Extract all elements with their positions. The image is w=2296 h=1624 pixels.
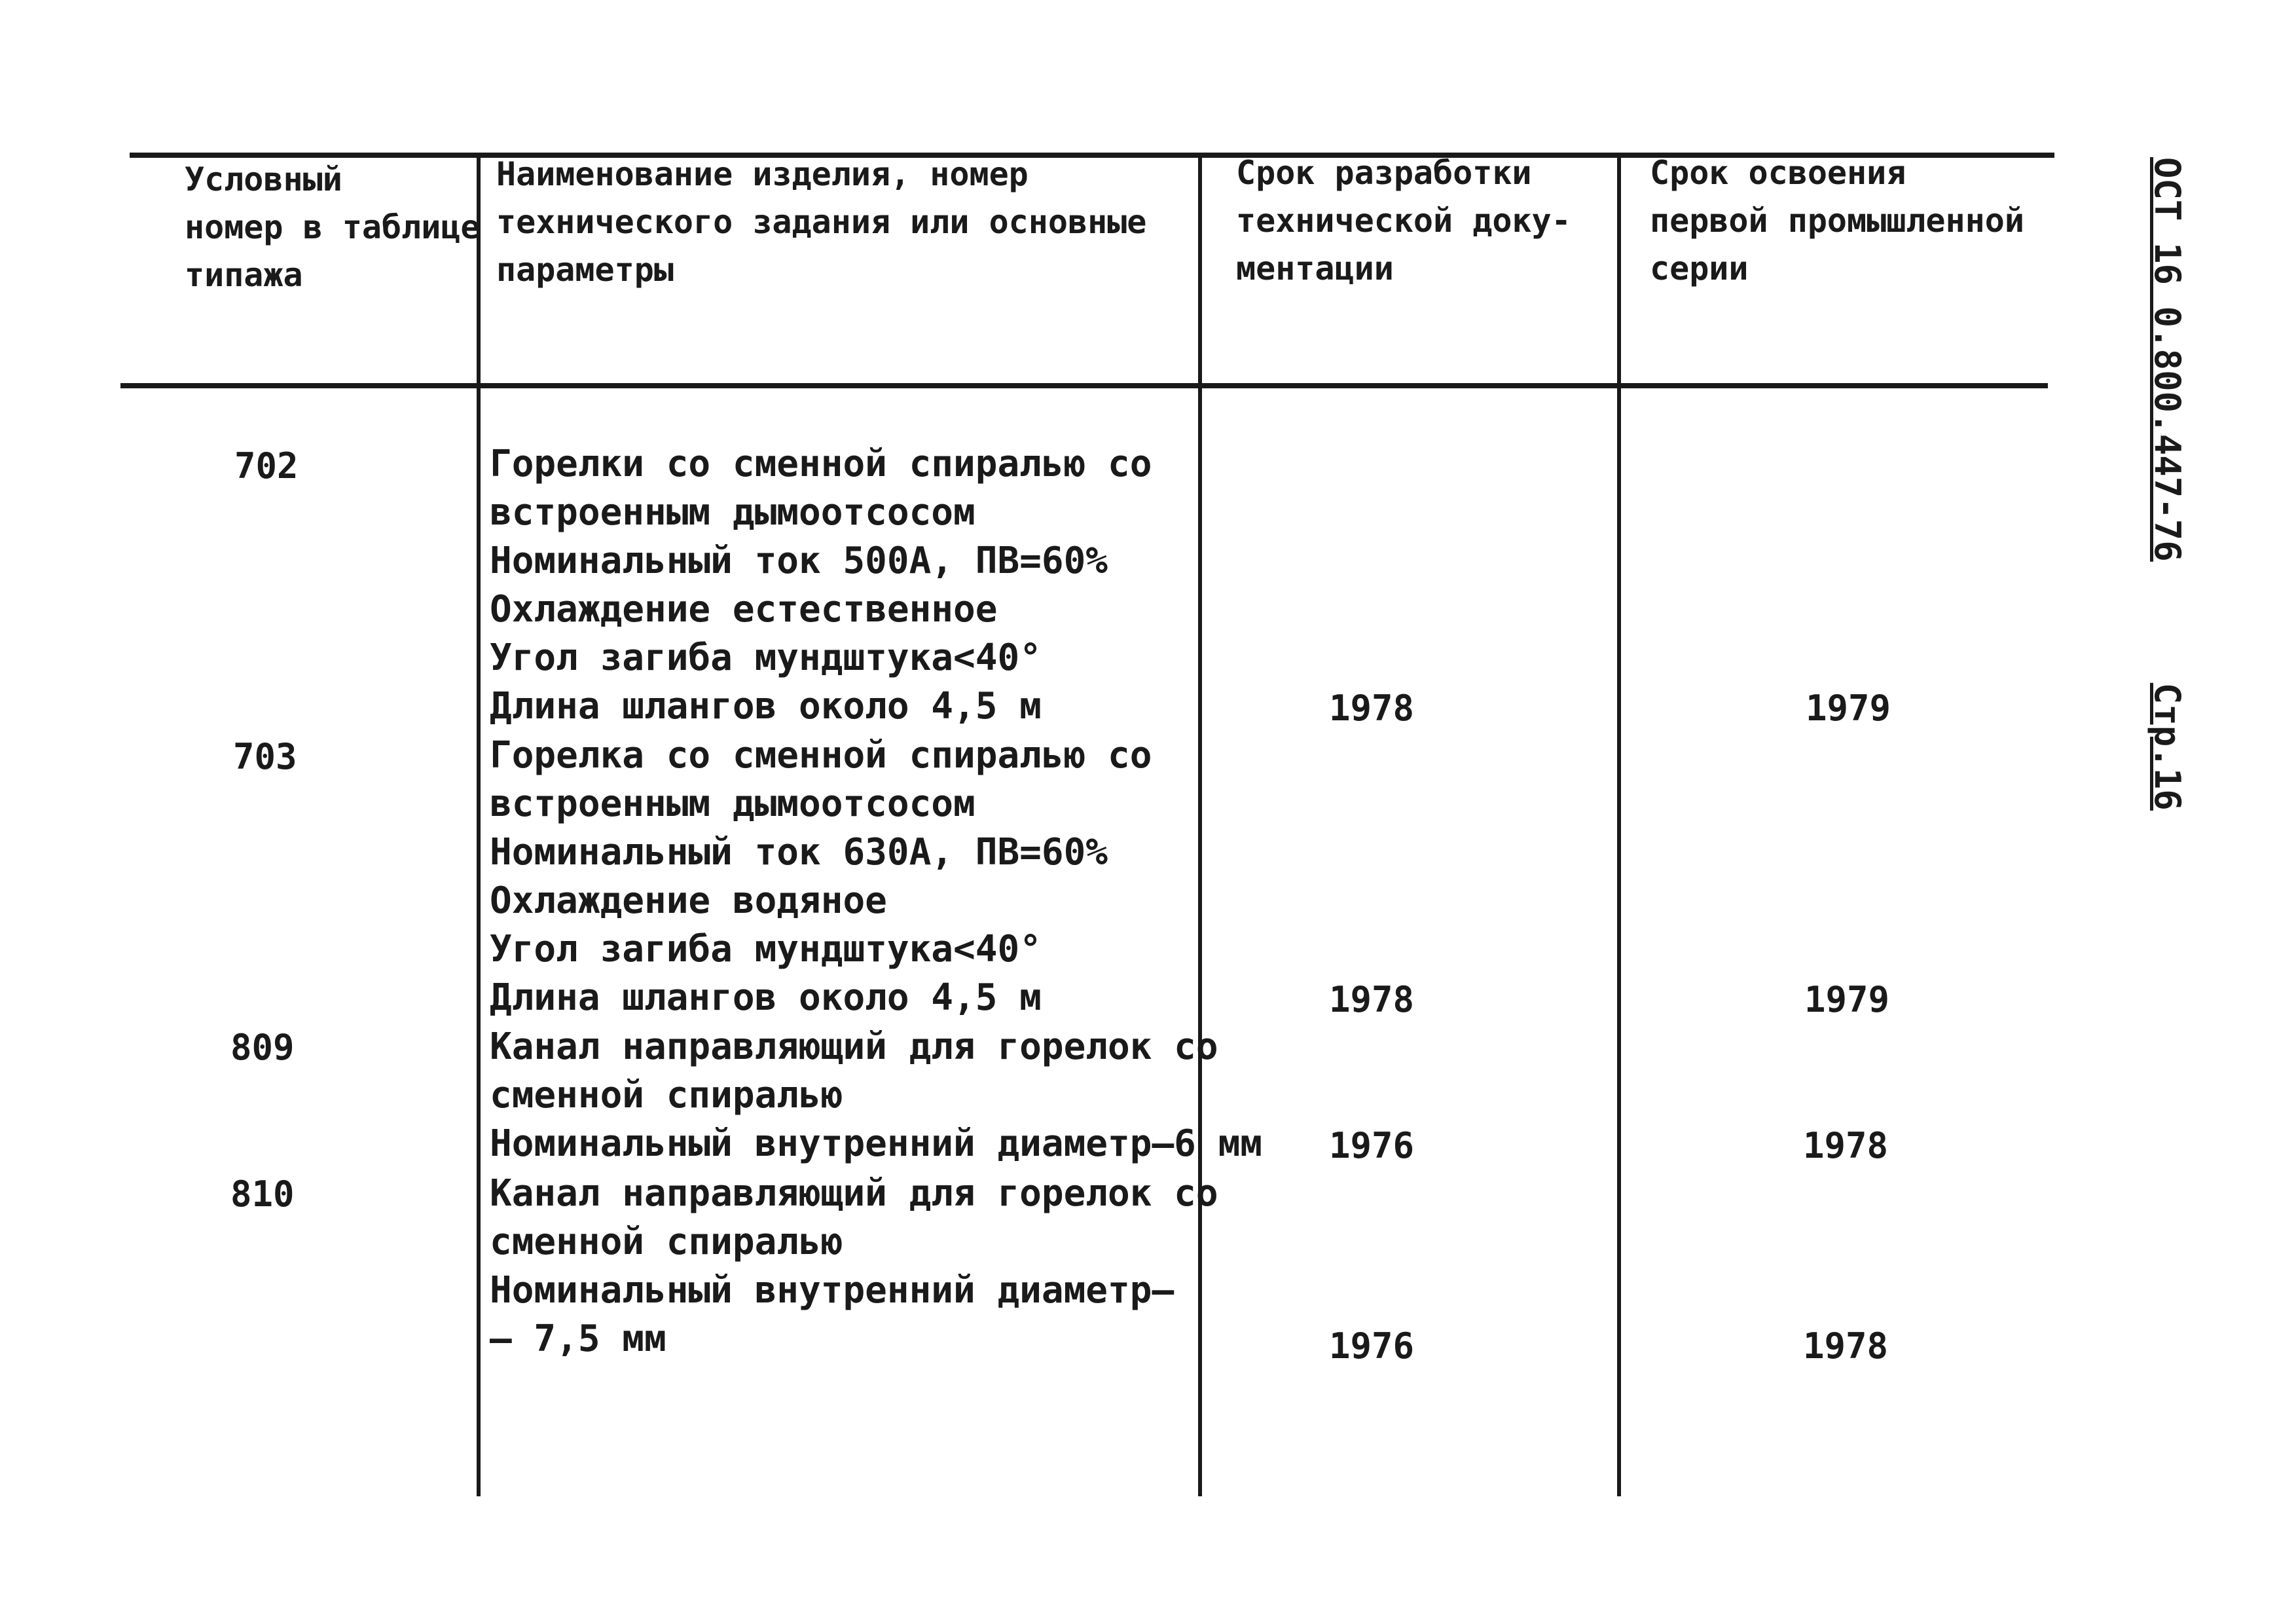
dev-year: 1978 xyxy=(1329,979,1415,1020)
header-dev-deadline xyxy=(1236,149,1571,293)
description-line: Номинальный внутренний диаметр–6 мм xyxy=(490,1122,1263,1165)
header-number-line: номер в таблице xyxy=(185,208,481,246)
dev-year: 1976 xyxy=(1329,1325,1415,1367)
header-description-line: технического задания или основные xyxy=(496,203,1147,241)
header-dev-line: ментации xyxy=(1236,249,1394,287)
header-prod-line: первой промышленной xyxy=(1650,202,2024,240)
description-line: Охлаждение водяное xyxy=(490,879,887,922)
column-divider-3 xyxy=(1617,153,1621,1496)
row-description xyxy=(490,731,1152,1022)
description-line: Угол загиба мундштука<40° xyxy=(490,637,1042,679)
header-number-line: типажа xyxy=(185,256,303,294)
row-description xyxy=(490,1170,1218,1363)
row-number: 702 xyxy=(234,445,299,487)
description-line: Охлаждение естественное xyxy=(490,588,998,631)
header-dev-line: технической доку- xyxy=(1236,202,1571,240)
header-number xyxy=(185,156,481,299)
description-line: сменной спиралью xyxy=(490,1074,843,1116)
header-bottom-rule xyxy=(120,383,2048,388)
description-line: Горелки со сменной спиралью со xyxy=(490,443,1152,485)
row-number: 810 xyxy=(230,1173,295,1215)
description-line: Номинальный ток 500А, ПВ=60% xyxy=(490,540,1108,582)
row-number: 703 xyxy=(233,736,297,777)
prod-year: 1978 xyxy=(1803,1125,1889,1166)
description-line: встроенным дымоотсосом xyxy=(490,491,975,534)
prod-year: 1979 xyxy=(1806,688,1891,729)
row-description xyxy=(490,1023,1262,1168)
header-number-line: Условный xyxy=(185,160,342,198)
header-prod-deadline xyxy=(1650,149,2024,293)
description-line: – 7,5 мм xyxy=(490,1318,666,1360)
standard-number: ОСТ 16 0.800.447-76 xyxy=(2147,157,2188,562)
description-line: Номинальный внутренний диаметр– xyxy=(490,1269,1175,1312)
description-line: Горелка со сменной спиралью со xyxy=(490,734,1152,777)
side-stamp xyxy=(2147,157,2188,811)
header-prod-line: серии xyxy=(1650,249,1749,287)
header-description-line: Наименование изделия, номер xyxy=(496,155,1029,193)
description-line: встроенным дымоотсосом xyxy=(490,783,975,825)
dev-year: 1978 xyxy=(1329,688,1415,729)
page-number: Стр.16 xyxy=(2147,682,2188,811)
header-dev-line: Срок разработки xyxy=(1236,154,1532,192)
description-line: Длина шлангов около 4,5 м xyxy=(490,976,1042,1019)
prod-year: 1979 xyxy=(1804,979,1890,1020)
header-description-line: параметры xyxy=(496,251,674,289)
description-line: Номинальный ток 630А, ПВ=60% xyxy=(490,831,1108,874)
row-description xyxy=(490,440,1152,731)
column-divider-1 xyxy=(477,153,481,1496)
row-number: 809 xyxy=(230,1027,295,1068)
header-description xyxy=(496,151,1146,294)
prod-year: 1978 xyxy=(1803,1325,1889,1367)
description-line: Угол загиба мундштука<40° xyxy=(490,928,1042,970)
description-line: Канал направляющий для горелок со xyxy=(490,1025,1218,1068)
description-line: Длина шлангов около 4,5 м xyxy=(490,685,1042,728)
dev-year: 1976 xyxy=(1329,1125,1415,1166)
description-line: Канал направляющий для горелок со xyxy=(490,1172,1218,1215)
description-line: сменной спиралью xyxy=(490,1221,843,1263)
header-prod-line: Срок освоения xyxy=(1650,154,1906,192)
